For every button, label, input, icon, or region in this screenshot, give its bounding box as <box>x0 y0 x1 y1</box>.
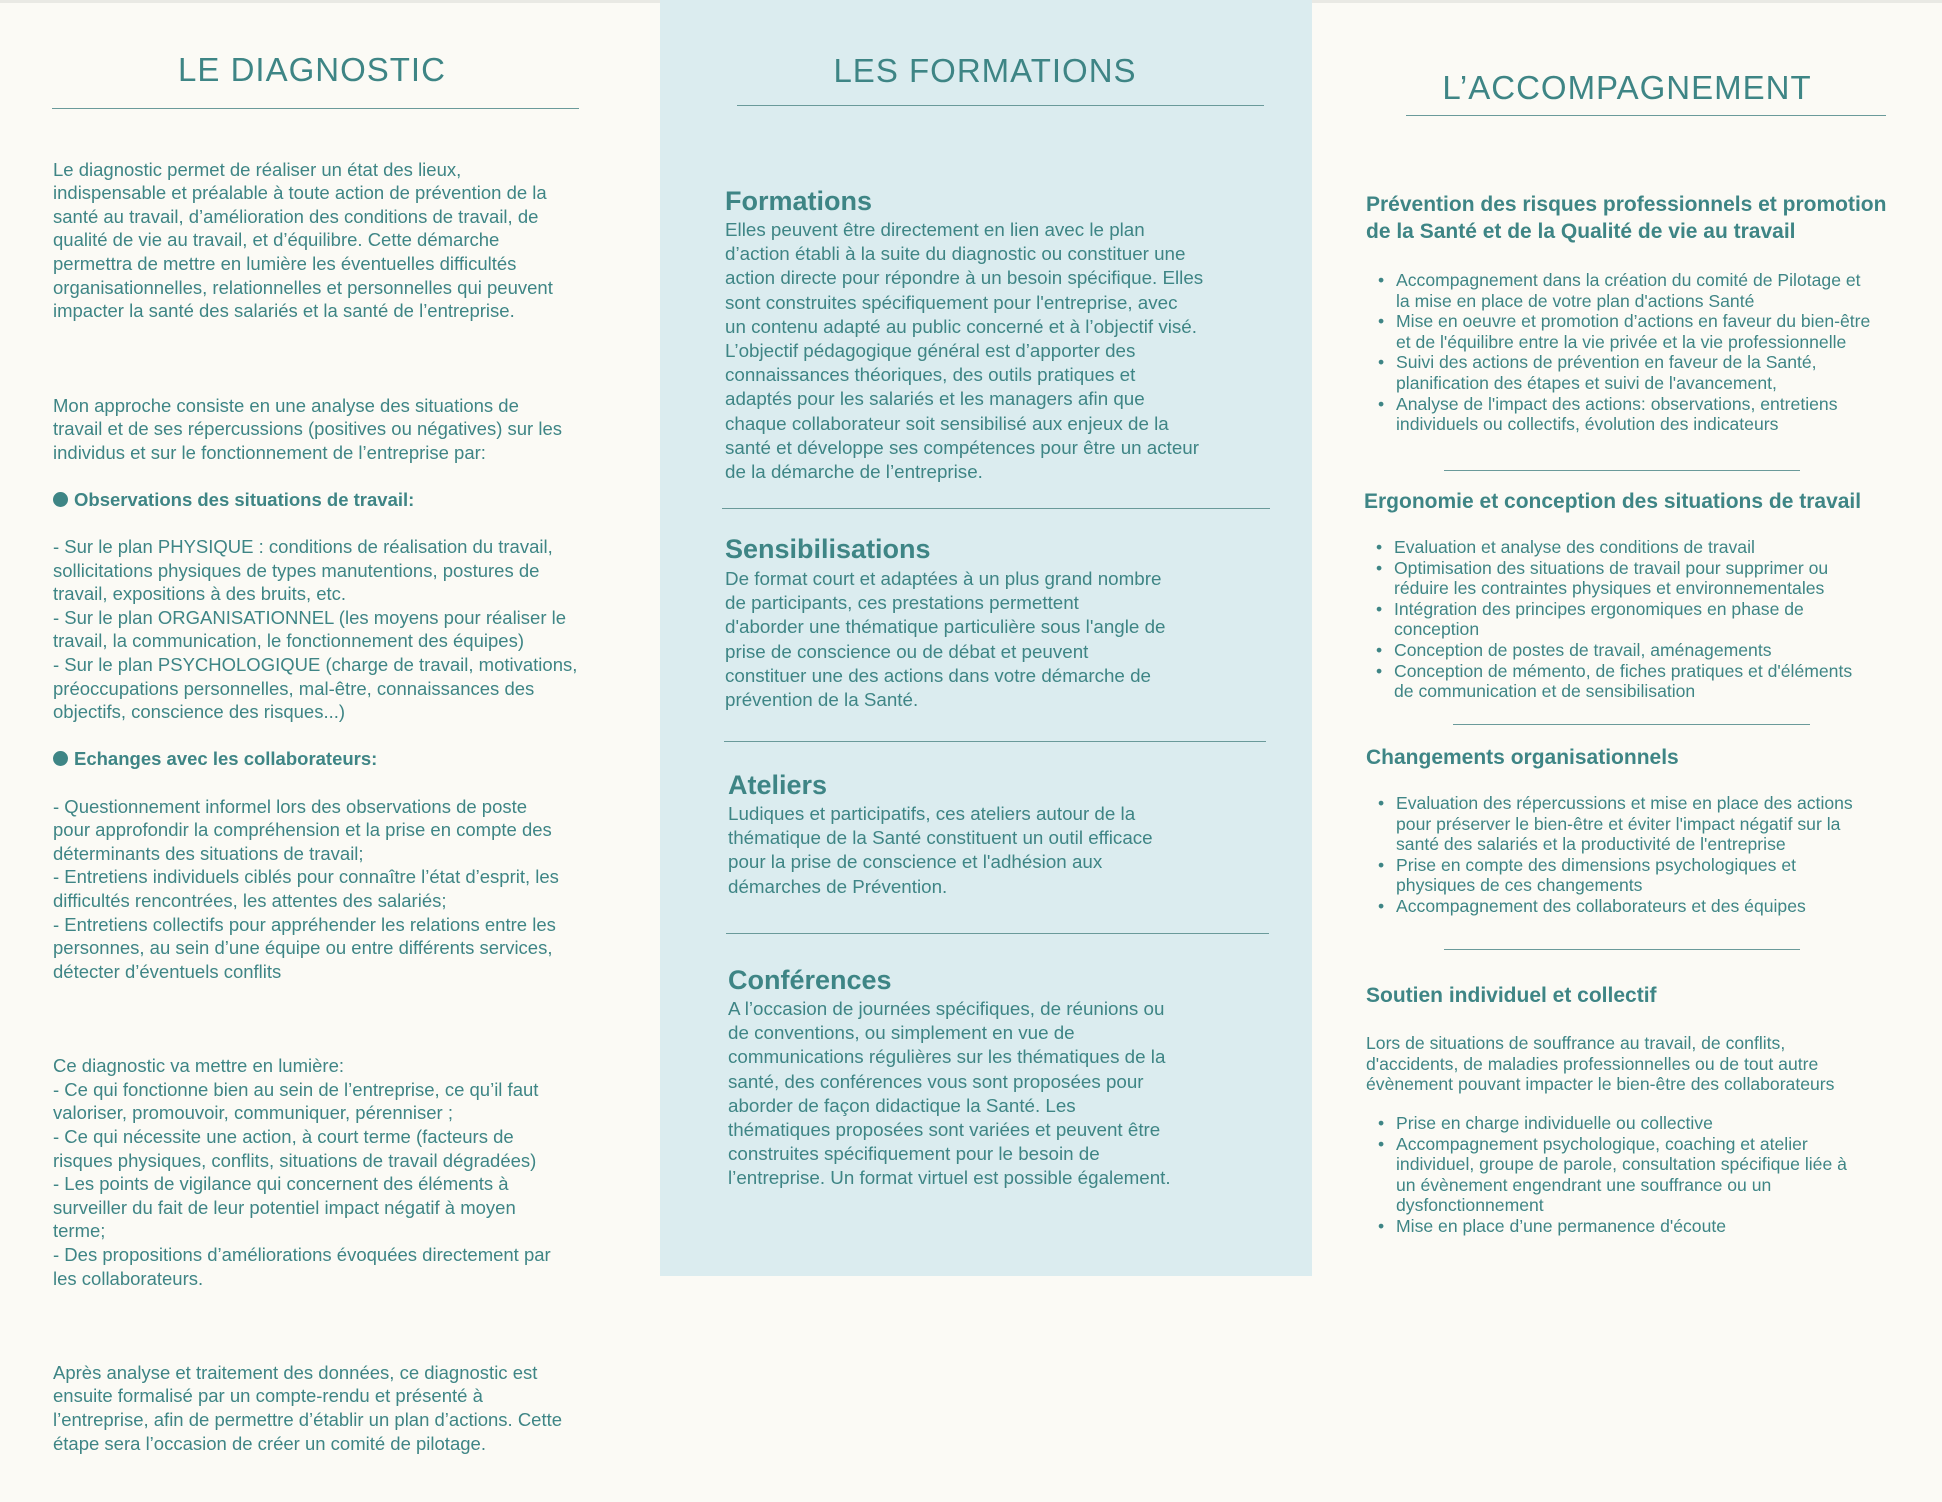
list-item: • Optimisation des situations de travail pour supprimer ou réduire les contraintes physiques et environnementales <box>1364 558 1940 599</box>
diagnostic-column <box>0 0 660 1454</box>
accompagnement-title: L’ACCOMPAGNEMENT <box>1442 69 1812 106</box>
ergonomie-section-title: Ergonomie et conception des situations de travail <box>1364 490 1862 513</box>
section-divider <box>1453 724 1810 725</box>
list-item: • Intégration des principes ergonomiques en phase de conception <box>1364 599 1940 640</box>
formations-column <box>660 0 1312 1276</box>
formations-title-rule <box>737 105 1264 106</box>
diagnostic-outcomes-paragraph: Ce diagnostic va mettre en lumière: - Ce qui fonctionne bien au sein de l’entreprise, ce qu’il faut valoriser, promouvoir, communiquer, pérenniser ; - Ce qui nécessite une action, à court terme (facteurs de risques physiques, conflits, situations de travail dégradées) - Les points de vigilance qui concernent des éléments à surveiller du fait de leur potentiel impact négatif à moyen terme; - Des propositions d’améliorations évoquées directement par les collaborateurs. <box>53 1055 551 1289</box>
list-item: • Mise en oeuvre et promotion d’actions en faveur du bien-être et de l'équilibre entre la vie privée et la vie professionnelle <box>1366 311 1942 352</box>
list-item: • Evaluation des répercussions et mise en place des actions pour préserver le bien-être et éviter l'impact négatif sur la santé des salariés et la productivité de l'entreprise <box>1366 793 1942 855</box>
section-divider <box>724 741 1266 742</box>
list-item: • Prise en compte des dimensions psychologiques et physiques de ces changements <box>1366 855 1942 896</box>
diagnostic-title: LE DIAGNOSTIC <box>178 51 446 88</box>
sensibilisations-section-text: De format court et adaptées à un plus grand nombre de participants, ces prestations permettent d'aborder une thématique particulière sous l'angle de prise de conscience ou de débat et peuvent constituer une des actions dans votre démarche de prévention de la Santé. <box>725 568 1166 711</box>
conferences-section-text: A l’occasion de journées spécifiques, de réunions ou de conventions, ou simplement en vue de communications régulières sur les thématiques de la santé, des conférences vous sont proposées pour aborder de façon didactique la Santé. Les thématiques proposées sont variées et peuvent être construites spécifiquement pour le besoin de l’entreprise. Un format virtuel est possible également. <box>728 998 1171 1189</box>
list-item: • Conception de postes de travail, aménagements <box>1364 640 1940 661</box>
diagnostic-body <box>53 134 653 1502</box>
observations-text: - Sur le plan PHYSIQUE : conditions de réalisation du travail, sollicitations physiques de types manutentions, postures de travail, expositions à des bruits, etc. - Sur le plan ORGANISATIONNEL (les moyens pour réaliser le travail, la communication, le fonctionnement des équipes) - Sur le plan PSYCHOLOGIQUE (charge de travail, motivations, préoccupations personnelles, mal-être, connaissances des objectifs, conscience des risques...) <box>53 536 578 723</box>
conferences-section-title: Conférences <box>728 965 892 995</box>
echanges-label: Echanges avec les collaborateurs: <box>74 748 378 770</box>
list-item: • Accompagnement psychologique, coaching et atelier individuel, groupe de parole, consultation spécifique liée à un évènement engendrant une souffrance ou un dysfonctionnement <box>1366 1134 1942 1216</box>
bullet-dot-icon <box>53 492 68 507</box>
observations-heading <box>53 488 653 512</box>
formations-section-text: Elles peuvent être directement en lien avec le plan d’action établi à la suite du diagnostic ou constituer une action directe pour répondre à un besoin spécifique. Elles sont construites spécifiquement pour l'entreprise, avec un contenu adapté au public concerné et à l’objectif visé. L’objectif pédagogique général est d’apporter des connaissances théoriques, des outils pratiques et adaptés pour les salariés et les managers afin que chaque collaborateur soit sensibilisé aux enjeux de la santé et développe ses compétences pour être un acteur de la démarche de l’entreprise. <box>725 219 1204 483</box>
accompagnement-title-rule <box>1406 115 1886 116</box>
ergonomie-list <box>1364 537 1940 702</box>
diagnostic-conclusion-paragraph: Après analyse et traitement des données, ce diagnostic est ensuite formalisé par un compte-rendu et présenté à l’entreprise, afin de permettre d’établir un plan d’actions. Cette étape sera l’occasion de créer un comité de pilotage. <box>53 1361 563 1454</box>
section-divider <box>1444 470 1800 471</box>
list-item: • Evaluation et analyse des conditions de travail <box>1364 537 1940 558</box>
prevention-list <box>1366 270 1942 435</box>
diagnostic-approach-paragraph: Mon approche consiste en une analyse des situations de travail et de ses répercussions (positives ou négatives) sur les individus et sur le fonctionnement de l’entreprise par: <box>53 394 562 463</box>
accompagnement-column <box>1312 0 1942 1276</box>
soutien-list <box>1366 1113 1942 1237</box>
diagnostic-title-rule <box>52 108 579 109</box>
observations-label: Observations des situations de travail: <box>74 488 415 510</box>
ateliers-section-text: Ludiques et participatifs, ces ateliers autour de la thématique de la Santé constituent un outil efficace pour la prise de conscience et l'adhésion aux démarches de Prévention. <box>728 803 1153 897</box>
changements-list <box>1366 793 1942 917</box>
formations-title: LES FORMATIONS <box>833 52 1137 89</box>
section-divider <box>722 508 1270 509</box>
list-item: • Prise en charge individuelle ou collective <box>1366 1113 1942 1134</box>
ateliers-section-title: Ateliers <box>728 770 828 800</box>
formations-section-title: Formations <box>725 186 873 216</box>
bullet-dot-icon <box>53 751 68 766</box>
list-item: • Mise en place d’une permanence d'écoute <box>1366 1216 1942 1237</box>
list-item: • Analyse de l'impact des actions: observations, entretiens individuels ou collectifs, évolution des indicateurs <box>1366 394 1942 435</box>
soutien-intro-text: Lors de situations de souffrance au travail, de conflits, d'accidents, de maladies professionnelles ou de tout autre évènement pouvant impacter le bien-être des collaborateurs <box>1366 1033 1835 1095</box>
soutien-section-title: Soutien individuel et collectif <box>1366 984 1657 1007</box>
list-item: • Accompagnement des collaborateurs et des équipes <box>1366 896 1942 917</box>
diagnostic-intro-paragraph: Le diagnostic permet de réaliser un état des lieux, indispensable et préalable à toute action de prévention de la santé au travail, d’amélioration des conditions de travail, de qualité de vie au travail, et d’équilibre. Cette démarche permettra de mettre en lumière les éventuelles difficultés organisationnelles, relationnelles et personnelles qui peuvent impacter la santé des salariés et la santé de l’entreprise. <box>53 158 553 322</box>
sensibilisations-section-title: Sensibilisations <box>725 534 931 564</box>
prevention-section-title: Prévention des risques professionnels et promotion de la Santé et de la Qualité de vie au travail <box>1366 193 1887 243</box>
section-divider <box>1444 949 1800 950</box>
echanges-heading <box>53 747 653 771</box>
changements-section-title: Changements organisationnels <box>1366 746 1679 769</box>
list-item: • Accompagnement dans la création du comité de Pilotage et la mise en place de votre plan d'actions Santé <box>1366 270 1942 311</box>
list-item: • Suivi des actions de prévention en faveur de la Santé, planification des étapes et suivi de l'avancement, <box>1366 352 1942 393</box>
echanges-text: - Questionnement informel lors des observations de poste pour approfondir la compréhension et la prise en compte des déterminants des situations de travail; - Entretiens individuels ciblés pour connaître l’état d’esprit, les difficultés rencontrées, les attentes des salariés; - Entretiens collectifs pour appréhender les relations entre les personnes, au sein d’une équipe ou entre différents services, détecter d’éventuels conflits <box>53 795 559 982</box>
section-divider <box>726 933 1269 934</box>
list-item: • Conception de mémento, de fiches pratiques et d'éléments de communication et de sensibilisation <box>1364 661 1940 702</box>
